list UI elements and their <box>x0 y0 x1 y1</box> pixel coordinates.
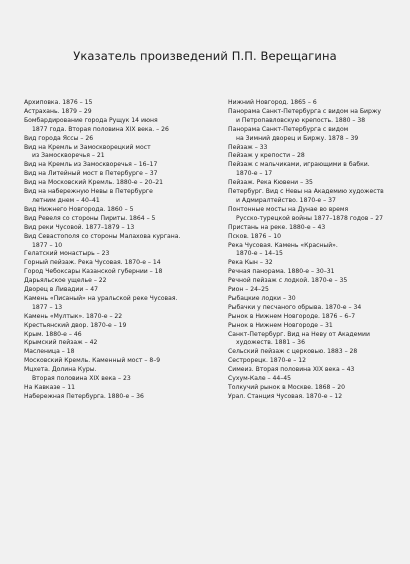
index-entry-text: Рынок в Нижнем Новгороде – 31 <box>228 321 333 329</box>
index-entry-text: Петербург. Вид с Невы на Академию художеств <box>228 188 384 196</box>
index-entry-text: Река Кын – 32 <box>228 259 273 267</box>
index-entry <box>228 108 393 126</box>
index-entry-text: Толкучий рынок в Москве. 1868 – 20 <box>228 384 346 391</box>
index-entry <box>24 366 204 384</box>
index-entry-text: Вид на Кремль из Замоскворечья – 16–17 <box>24 161 158 169</box>
index-entry <box>24 313 204 322</box>
index-entry-text: Сестрорецк. 1870-е – 12 <box>228 357 306 365</box>
index-entry <box>24 206 204 215</box>
index-entry <box>228 393 393 402</box>
index-entry-text: Панорама Санкт-Петербурга с видом на Биржу <box>228 107 381 115</box>
index-entry <box>24 135 204 144</box>
index-entry-continuation: на Зимний дворец и Биржу. 1878 – 39 <box>236 134 359 142</box>
index-entry-continuation: 1870-е – 17 <box>236 170 273 178</box>
index-entry-text: Сельский пейзаж с церковью. 1883 – 28 <box>228 348 358 356</box>
page-title: Указатель произведений П.П. Верещагина <box>73 49 337 63</box>
index-entry-continuation: 1877 – 10 <box>32 241 63 249</box>
index-entry-text: Вид на Литейный мост в Петербурге – 37 <box>24 170 158 178</box>
index-entry <box>24 99 204 108</box>
index-entry-text: Астрахань. 1879 – 29 <box>24 107 92 115</box>
index-entry-text: Пейзаж у крепости – 28 <box>228 152 305 160</box>
index-entry <box>228 152 393 161</box>
index-entry <box>228 179 393 188</box>
index-entry <box>228 322 393 331</box>
index-entry-text: Речная панорама. 1880-е – 30–31 <box>228 268 335 276</box>
index-entry <box>228 366 393 375</box>
index-entry-text: Симеиз. Вторая половина XIX века – 43 <box>228 366 355 374</box>
index-entry <box>228 224 393 233</box>
index-entry-text: Город Чебоксары Казанской губернии – 18 <box>24 268 163 276</box>
index-entry <box>228 348 393 357</box>
index-entry-text: Масленица – 18 <box>24 348 75 356</box>
index-entry-text: Пейзаж. Река Кювени – 35 <box>228 179 313 187</box>
index-entry <box>24 348 204 357</box>
index-entry <box>24 144 204 162</box>
index-entry <box>24 295 204 313</box>
index-entry-text: Псков. 1876 – 10 <box>228 232 281 240</box>
index-entry-text: Санкт-Петербург. Вид на Неву от Академии <box>228 330 370 338</box>
index-entry <box>228 384 393 393</box>
index-entry <box>24 233 204 251</box>
index-entry-text: Вид на Московский Кремль. 1880-е – 20–21 <box>24 179 164 187</box>
index-entry <box>24 250 204 259</box>
index-entry-text: Понтонные мосты на Дунае во время <box>228 205 349 213</box>
index-entry <box>228 331 393 349</box>
index-entry-text: Рион – 24–25 <box>228 286 269 294</box>
index-entry-text: Крымский пейзаж – 42 <box>24 339 98 347</box>
index-entry <box>228 259 393 268</box>
index-entry-text: Камень «Мултык». 1870-е – 22 <box>24 312 123 320</box>
index-entry-text: Речной пейзаж с лодкой. 1870-е – 35 <box>228 277 348 285</box>
index-entry <box>228 242 393 260</box>
index-entry <box>24 393 204 402</box>
index-entry-text: Урал. Станция Чусовая. 1870-е – 12 <box>228 392 343 400</box>
index-entry-text: Нижний Новгород. 1865 – 6 <box>228 99 317 106</box>
index-entry <box>24 322 204 331</box>
index-entry <box>228 277 393 286</box>
index-entry <box>228 286 393 295</box>
index-entry-text: Дарьяльское ущелье – 22 <box>24 277 107 285</box>
index-entry-text: Камень «Писаный» на уральской реке Чусовая. <box>24 294 178 302</box>
index-entry-continuation: и Адмиралтейство. 1870-е – 37 <box>236 196 336 204</box>
index-entry-text: Пейзаж с мальчиками, играющими в бабки. <box>228 161 370 169</box>
index-entry-text: Дворец в Ливадии – 47 <box>24 286 98 294</box>
index-entry-text: Крым. 1880-е – 46 <box>24 330 82 338</box>
index-entry-text: Архиповка. 1876 – 15 <box>24 99 93 106</box>
index-entry-text: Река Чусовая. Камень «Красный». <box>228 241 338 249</box>
index-entry-text: Вид города Яссы – 26 <box>24 134 94 142</box>
index-entry-text: Крестьянский двор. 1870-е – 19 <box>24 321 127 329</box>
index-entry <box>24 170 204 179</box>
index-entry-text: Бомбардирование города Рущук 14 июня <box>24 116 158 124</box>
index-column-left <box>24 99 204 402</box>
index-entry-text: Панорама Санкт-Петербурга с видом <box>228 125 349 133</box>
index-entry <box>24 384 204 393</box>
index-entry <box>228 144 393 153</box>
index-entry <box>24 188 204 206</box>
index-entry <box>24 117 204 135</box>
index-entry-continuation: Вторая половина XIX века – 23 <box>32 375 131 383</box>
index-entry <box>228 295 393 304</box>
index-entry-text: Вид Нижнего Новгорода. 1860 – 5 <box>24 205 134 213</box>
index-entry-continuation: Русско-турецкой войны 1877–1878 годов – 27 <box>236 214 383 222</box>
index-entry <box>228 188 393 206</box>
index-entry <box>24 179 204 188</box>
index-entry-text: Пейзаж – 33 <box>228 143 268 151</box>
index-entry <box>24 357 204 366</box>
index-entry <box>228 206 393 224</box>
index-entry-text: Мцхета. Долина Куры. <box>24 366 97 374</box>
index-entry <box>24 108 204 117</box>
index-entry-continuation: 1877 года. Вторая половина XIX века. – 26 <box>32 125 169 133</box>
index-entry <box>24 161 204 170</box>
index-entry-text: Рынок в Нижнем Новгороде. 1876 – 6–7 <box>228 312 356 320</box>
index-column-right <box>228 99 393 402</box>
index-entry-text: На Кавказе – 11 <box>24 384 75 391</box>
index-entry-text: Московский Кремль. Каменный мост – 8–9 <box>24 357 161 365</box>
index-entry <box>24 259 204 268</box>
index-entry <box>228 313 393 322</box>
index-entry-text: Горный пейзаж. Река Чусовая. 1870-е – 14 <box>24 259 161 267</box>
index-entry-text: Рыбачки у песчаного обрыва. 1870-е – 34 <box>228 303 362 311</box>
index-entry-text: Вид реки Чусовой. 1877–1879 – 13 <box>24 223 135 231</box>
index-entry-continuation: 1877 – 13 <box>32 303 63 311</box>
index-entry-continuation: из Замоскворечья – 21 <box>32 152 105 160</box>
index-entry <box>228 233 393 242</box>
index-entry-text: Вид Ревеля со стороны Пириты. 1864 – 5 <box>24 214 156 222</box>
index-entry-text: Рыбацкие лодки – 30 <box>228 294 296 302</box>
index-entry <box>24 277 204 286</box>
index-entry-text: Гелатский монастырь – 23 <box>24 250 110 258</box>
index-entry <box>24 339 204 348</box>
index-entry <box>24 215 204 224</box>
index-entry <box>228 304 393 313</box>
index-entry-text: Вид на набережную Невы в Петербурге <box>24 188 153 196</box>
index-entry <box>228 99 393 108</box>
index-entry <box>24 331 204 340</box>
index-entry <box>228 126 393 144</box>
index-entry-continuation: летним днем – 40–41 <box>32 196 100 204</box>
index-entry-continuation: и Петропавловскую крепость. 1880 – 38 <box>236 116 366 124</box>
index-entry <box>228 375 393 384</box>
index-entry-continuation: 1870-е – 14–15 <box>236 250 283 258</box>
index-entry <box>24 268 204 277</box>
index-entry-continuation: художеств. 1881 – 36 <box>236 339 305 347</box>
index-entry-text: Набережная Петербурга. 1880-е – 36 <box>24 392 144 400</box>
index-entry-text: Пристань на реке. 1880-е – 43 <box>228 223 326 231</box>
index-entry-text: Сухум-Кале – 44–45 <box>228 375 292 383</box>
index-entry <box>228 357 393 366</box>
index-entry-text: Вид Севастополя со стороны Малахова кургана. <box>24 232 181 240</box>
index-entry <box>228 268 393 277</box>
index-entry <box>228 161 393 179</box>
index-entry <box>24 286 204 295</box>
index-entry <box>24 224 204 233</box>
index-entry-text: Вид на Кремль и Замоскворецкий мост <box>24 143 151 151</box>
